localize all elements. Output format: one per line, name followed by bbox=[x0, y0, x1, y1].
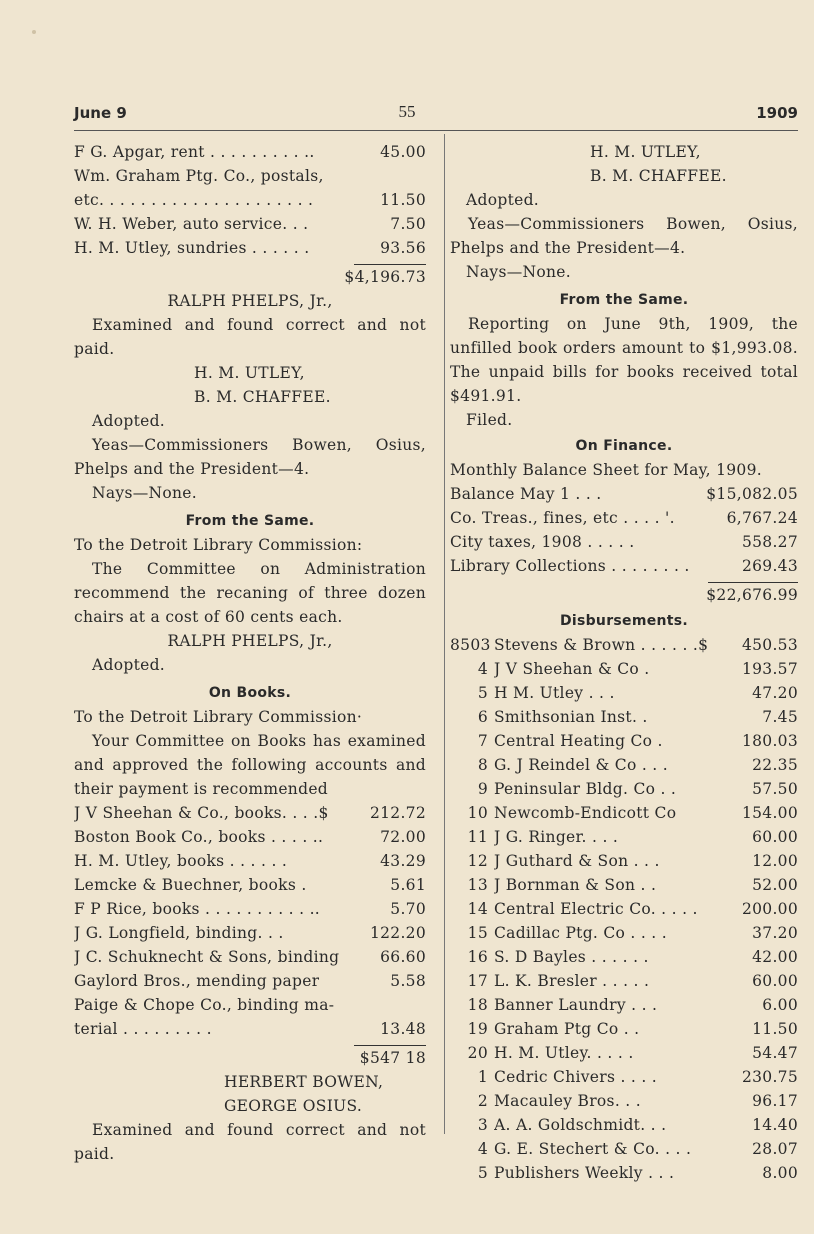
payee-name: H. M. Utley. . . . . bbox=[494, 1044, 634, 1062]
examined-text: Examined and found correct and not paid. bbox=[74, 1121, 426, 1163]
payee-name: Central Electric Co. . . . . bbox=[494, 900, 698, 918]
payee-name: J V Sheehan & Co . bbox=[494, 660, 650, 678]
disbursement-row bbox=[450, 801, 798, 825]
disbursement-amount: 6.00 bbox=[762, 996, 798, 1014]
account-label: H. M. Utley, books . . . . . . bbox=[74, 852, 288, 870]
adopted-text: Adopted. bbox=[466, 191, 540, 209]
total-line bbox=[74, 265, 426, 289]
payee-name: A. A. Goldschmidt. . . bbox=[494, 1116, 667, 1134]
left-column bbox=[74, 140, 426, 1166]
account-row bbox=[450, 530, 798, 554]
voucher-number: 7 bbox=[477, 732, 488, 750]
disbursement-amount: 193.57 bbox=[741, 660, 798, 678]
examined-text: Examined and found correct and not paid. bbox=[74, 316, 426, 358]
account-amount: 122.20 bbox=[369, 924, 426, 942]
account-amount: 212.72 bbox=[369, 804, 426, 822]
disbursement-amount: 28.07 bbox=[752, 1140, 798, 1158]
page-number: 55 bbox=[398, 102, 416, 121]
voucher-number: 16 bbox=[467, 948, 488, 966]
account-amount: 5.70 bbox=[390, 900, 426, 918]
section-heading: On Finance. bbox=[575, 438, 673, 454]
account-label: Paige & Chope Co., binding ma- bbox=[74, 996, 335, 1014]
voucher-number: 2 bbox=[477, 1092, 488, 1110]
payee-name: Banner Laundry . . . bbox=[494, 996, 658, 1014]
account-label: Gaylord Bros., mending paper bbox=[74, 972, 320, 990]
voucher-number: 11 bbox=[467, 828, 488, 846]
voucher-number: 9 bbox=[477, 780, 488, 798]
voucher-number: 14 bbox=[467, 900, 488, 918]
addressee-text: To the Detroit Library Commission: bbox=[74, 536, 363, 554]
payee-name: Peninsular Bldg. Co . . bbox=[494, 780, 677, 798]
disbursement-amount: 450.53 bbox=[741, 636, 798, 654]
disbursement-row bbox=[450, 849, 798, 873]
disbursement-row bbox=[450, 1065, 798, 1089]
payee-name: Stevens & Brown . . . . . .$ bbox=[494, 636, 709, 654]
signature: B. M. CHAFFEE. bbox=[590, 167, 727, 185]
account-row bbox=[450, 506, 798, 530]
disbursement-row bbox=[450, 1041, 798, 1065]
adopted-text: Adopted. bbox=[92, 412, 166, 430]
account-row bbox=[74, 801, 426, 825]
disbursement-row bbox=[450, 1089, 798, 1113]
voucher-number: 5 bbox=[477, 684, 488, 702]
payee-name: L. K. Bresler . . . . . bbox=[494, 972, 650, 990]
payee-name: Cadillac Ptg. Co . . . . bbox=[494, 924, 667, 942]
account-amount: 6,767.24 bbox=[726, 509, 798, 527]
account-amount bbox=[366, 993, 426, 1017]
account-row bbox=[450, 482, 798, 506]
nays-text: Nays—None. bbox=[92, 484, 197, 502]
voucher-number: 15 bbox=[467, 924, 488, 942]
disbursement-row bbox=[450, 1161, 798, 1185]
payee-name: G. J Reindel & Co . . . bbox=[494, 756, 668, 774]
account-row bbox=[74, 897, 426, 921]
account-row bbox=[74, 140, 426, 164]
disbursement-row bbox=[450, 705, 798, 729]
account-row bbox=[74, 164, 426, 188]
account-amount: 11.50 bbox=[380, 191, 426, 209]
account-row bbox=[74, 188, 426, 212]
right-column bbox=[450, 140, 798, 1185]
disbursement-amount: 47.20 bbox=[752, 684, 798, 702]
total-line bbox=[450, 583, 798, 607]
disbursement-row bbox=[450, 777, 798, 801]
disbursement-amount: 22.35 bbox=[752, 756, 798, 774]
column-divider bbox=[444, 134, 445, 1134]
signature: H. M. UTLEY, bbox=[590, 143, 701, 161]
disbursement-amount: 57.50 bbox=[752, 780, 798, 798]
account-label: H. M. Utley, sundries . . . . . . bbox=[74, 239, 310, 257]
balance-sheet-title: Monthly Balance Sheet for May, 1909. bbox=[450, 461, 762, 479]
section-heading: From the Same. bbox=[559, 292, 689, 308]
payee-name: Smithsonian Inst. . bbox=[494, 708, 648, 726]
signature: RALPH PHELPS, Jr., bbox=[167, 632, 333, 650]
disbursement-amount: 42.00 bbox=[752, 948, 798, 966]
disbursement-row bbox=[450, 1017, 798, 1041]
account-row bbox=[74, 236, 426, 260]
adopted-text: Adopted. bbox=[92, 656, 166, 674]
disbursement-row bbox=[450, 633, 798, 657]
account-label: Library Collections . . . . . . . . bbox=[450, 557, 690, 575]
account-amount: $15,082.05 bbox=[706, 485, 798, 503]
disbursement-amount: 154.00 bbox=[741, 804, 798, 822]
voucher-number: 13 bbox=[467, 876, 488, 894]
section-heading: From the Same. bbox=[185, 513, 315, 529]
accounts-list-1 bbox=[74, 140, 426, 260]
signature: H. M. UTLEY, bbox=[194, 364, 305, 382]
account-row bbox=[450, 554, 798, 578]
disbursement-amount: 37.20 bbox=[752, 924, 798, 942]
payee-name: Publishers Weekly . . . bbox=[494, 1164, 675, 1182]
account-row bbox=[74, 993, 426, 1017]
account-amount: 269.43 bbox=[741, 557, 798, 575]
disbursement-row bbox=[450, 825, 798, 849]
account-row bbox=[74, 945, 426, 969]
voucher-number: 8503 bbox=[450, 636, 491, 654]
balance-list bbox=[450, 482, 798, 578]
nays-text: Nays—None. bbox=[466, 263, 571, 281]
account-row bbox=[74, 212, 426, 236]
account-label: J C. Schuknecht & Sons, binding bbox=[74, 948, 340, 966]
voucher-number: 12 bbox=[467, 852, 488, 870]
account-row bbox=[74, 921, 426, 945]
section-heading: On Books. bbox=[208, 685, 292, 701]
account-label: Lemcke & Buechner, books . bbox=[74, 876, 307, 894]
account-amount: 45.00 bbox=[380, 143, 426, 161]
voucher-number: 3 bbox=[477, 1116, 488, 1134]
account-row bbox=[74, 825, 426, 849]
yeas-text: Yeas—Commissioners Bowen, Osius, Phelps and the President—4. bbox=[74, 436, 426, 478]
books-text: Your Committee on Books has examined and approved the following accounts and their payment is recommended bbox=[74, 732, 426, 798]
header-year: 1909 bbox=[756, 104, 798, 122]
account-amount: 66.60 bbox=[380, 948, 426, 966]
total-amount: $547 18 bbox=[359, 1049, 426, 1067]
yeas-text: Yeas—Commissioners Bowen, Osius, Phelps and the President—4. bbox=[450, 215, 798, 257]
account-amount: 5.61 bbox=[390, 876, 426, 894]
account-amount bbox=[366, 164, 426, 188]
account-label: etc. . . . . . . . . . . . . . . . . . . . . bbox=[74, 191, 314, 209]
account-label: J G. Longfield, binding. . . bbox=[74, 924, 284, 942]
account-amount: 72.00 bbox=[380, 828, 426, 846]
account-amount: 13.48 bbox=[380, 1020, 426, 1038]
section-heading: Disbursements. bbox=[559, 613, 689, 629]
disbursement-row bbox=[450, 681, 798, 705]
header-date: June 9 bbox=[74, 104, 127, 122]
signature: RALPH PHELPS, Jr., bbox=[167, 292, 333, 310]
account-label: Wm. Graham Ptg. Co., postals, bbox=[74, 167, 324, 185]
disbursement-row bbox=[450, 657, 798, 681]
account-amount: 7.50 bbox=[390, 215, 426, 233]
account-amount: 93.56 bbox=[380, 239, 426, 257]
voucher-number: 19 bbox=[467, 1020, 488, 1038]
signature: HERBERT BOWEN, bbox=[224, 1073, 384, 1091]
account-amount: 5.58 bbox=[390, 972, 426, 990]
signature: B. M. CHAFFEE. bbox=[194, 388, 331, 406]
disbursement-amount: 60.00 bbox=[752, 972, 798, 990]
total-line bbox=[74, 1046, 426, 1070]
speck bbox=[32, 30, 36, 34]
total-amount: $4,196.73 bbox=[344, 268, 426, 286]
account-label: F G. Apgar, rent . . . . . . . . . .. bbox=[74, 143, 315, 161]
disbursement-row bbox=[450, 969, 798, 993]
signature: GEORGE OSIUS. bbox=[224, 1097, 363, 1115]
account-amount: 43.29 bbox=[380, 852, 426, 870]
payee-name: J G. Ringer. . . . bbox=[494, 828, 619, 846]
disbursement-row bbox=[450, 753, 798, 777]
accounts-list-2 bbox=[74, 801, 426, 1041]
disbursement-row bbox=[450, 897, 798, 921]
disbursement-amount: 7.45 bbox=[762, 708, 798, 726]
payee-name: Cedric Chivers . . . . bbox=[494, 1068, 658, 1086]
disbursement-amount: 230.75 bbox=[741, 1068, 798, 1086]
voucher-number: 18 bbox=[467, 996, 488, 1014]
disbursement-amount: 96.17 bbox=[752, 1092, 798, 1110]
account-row bbox=[74, 1017, 426, 1041]
voucher-number: 4 bbox=[477, 660, 488, 678]
account-label: J V Sheehan & Co., books. . . .$ bbox=[74, 804, 329, 822]
account-label: W. H. Weber, auto service. . . bbox=[74, 215, 309, 233]
disbursement-amount: 12.00 bbox=[752, 852, 798, 870]
disbursement-row bbox=[450, 729, 798, 753]
disbursement-row bbox=[450, 921, 798, 945]
account-label: Balance May 1 . . . bbox=[450, 485, 602, 503]
voucher-number: 17 bbox=[467, 972, 488, 990]
voucher-number: 5 bbox=[477, 1164, 488, 1182]
disbursement-row bbox=[450, 873, 798, 897]
committee-text: The Committee on Administration recommend the recaning of three dozen chairs at a cost of 60 cents each. bbox=[74, 560, 426, 626]
account-label: F P Rice, books . . . . . . . . . . .. bbox=[74, 900, 321, 918]
disbursement-row bbox=[450, 1113, 798, 1137]
voucher-number: 10 bbox=[467, 804, 488, 822]
account-label: Boston Book Co., books . . . . .. bbox=[74, 828, 324, 846]
disbursement-amount: 180.03 bbox=[741, 732, 798, 750]
disbursement-amount: 8.00 bbox=[762, 1164, 798, 1182]
filed-text: Filed. bbox=[466, 411, 513, 429]
disbursement-row bbox=[450, 945, 798, 969]
payee-name: Graham Ptg Co . . bbox=[494, 1020, 640, 1038]
account-label: Co. Treas., fines, etc . . . . '. bbox=[450, 509, 675, 527]
account-row bbox=[74, 969, 426, 993]
account-label: City taxes, 1908 . . . . . bbox=[450, 533, 635, 551]
account-amount: 558.27 bbox=[741, 533, 798, 551]
disbursement-row bbox=[450, 993, 798, 1017]
total-amount: $22,676.99 bbox=[706, 586, 798, 604]
payee-name: Macauley Bros. . . bbox=[494, 1092, 641, 1110]
payee-name: Newcomb-Endicott Co bbox=[494, 804, 677, 822]
account-label: terial . . . . . . . . . bbox=[74, 1020, 212, 1038]
disbursement-amount: 11.50 bbox=[752, 1020, 798, 1038]
header-rule bbox=[74, 130, 798, 131]
addressee-text: To the Detroit Library Commission· bbox=[74, 708, 363, 726]
payee-name: Central Heating Co . bbox=[494, 732, 663, 750]
disbursement-amount: 200.00 bbox=[741, 900, 798, 918]
payee-name: J Bornman & Son . . bbox=[494, 876, 657, 894]
payee-name: J Guthard & Son . . . bbox=[494, 852, 660, 870]
payee-name: S. D Bayles . . . . . . bbox=[494, 948, 649, 966]
disbursement-amount: 52.00 bbox=[752, 876, 798, 894]
voucher-number: 6 bbox=[477, 708, 488, 726]
voucher-number: 1 bbox=[477, 1068, 488, 1086]
disbursement-row bbox=[450, 1137, 798, 1161]
voucher-number: 20 bbox=[467, 1044, 488, 1062]
voucher-number: 8 bbox=[477, 756, 488, 774]
report-text: Reporting on June 9th, 1909, the unfilled book orders amount to $1,993.08. The unpaid bills for books received total $491.91. bbox=[450, 315, 798, 405]
disbursements-list bbox=[450, 633, 798, 1185]
account-row bbox=[74, 849, 426, 873]
voucher-number: 4 bbox=[477, 1140, 488, 1158]
account-row bbox=[74, 873, 426, 897]
payee-name: H M. Utley . . . bbox=[494, 684, 615, 702]
disbursement-amount: 60.00 bbox=[752, 828, 798, 846]
disbursement-amount: 14.40 bbox=[752, 1116, 798, 1134]
payee-name: G. E. Stechert & Co. . . . bbox=[494, 1140, 692, 1158]
disbursement-amount: 54.47 bbox=[752, 1044, 798, 1062]
